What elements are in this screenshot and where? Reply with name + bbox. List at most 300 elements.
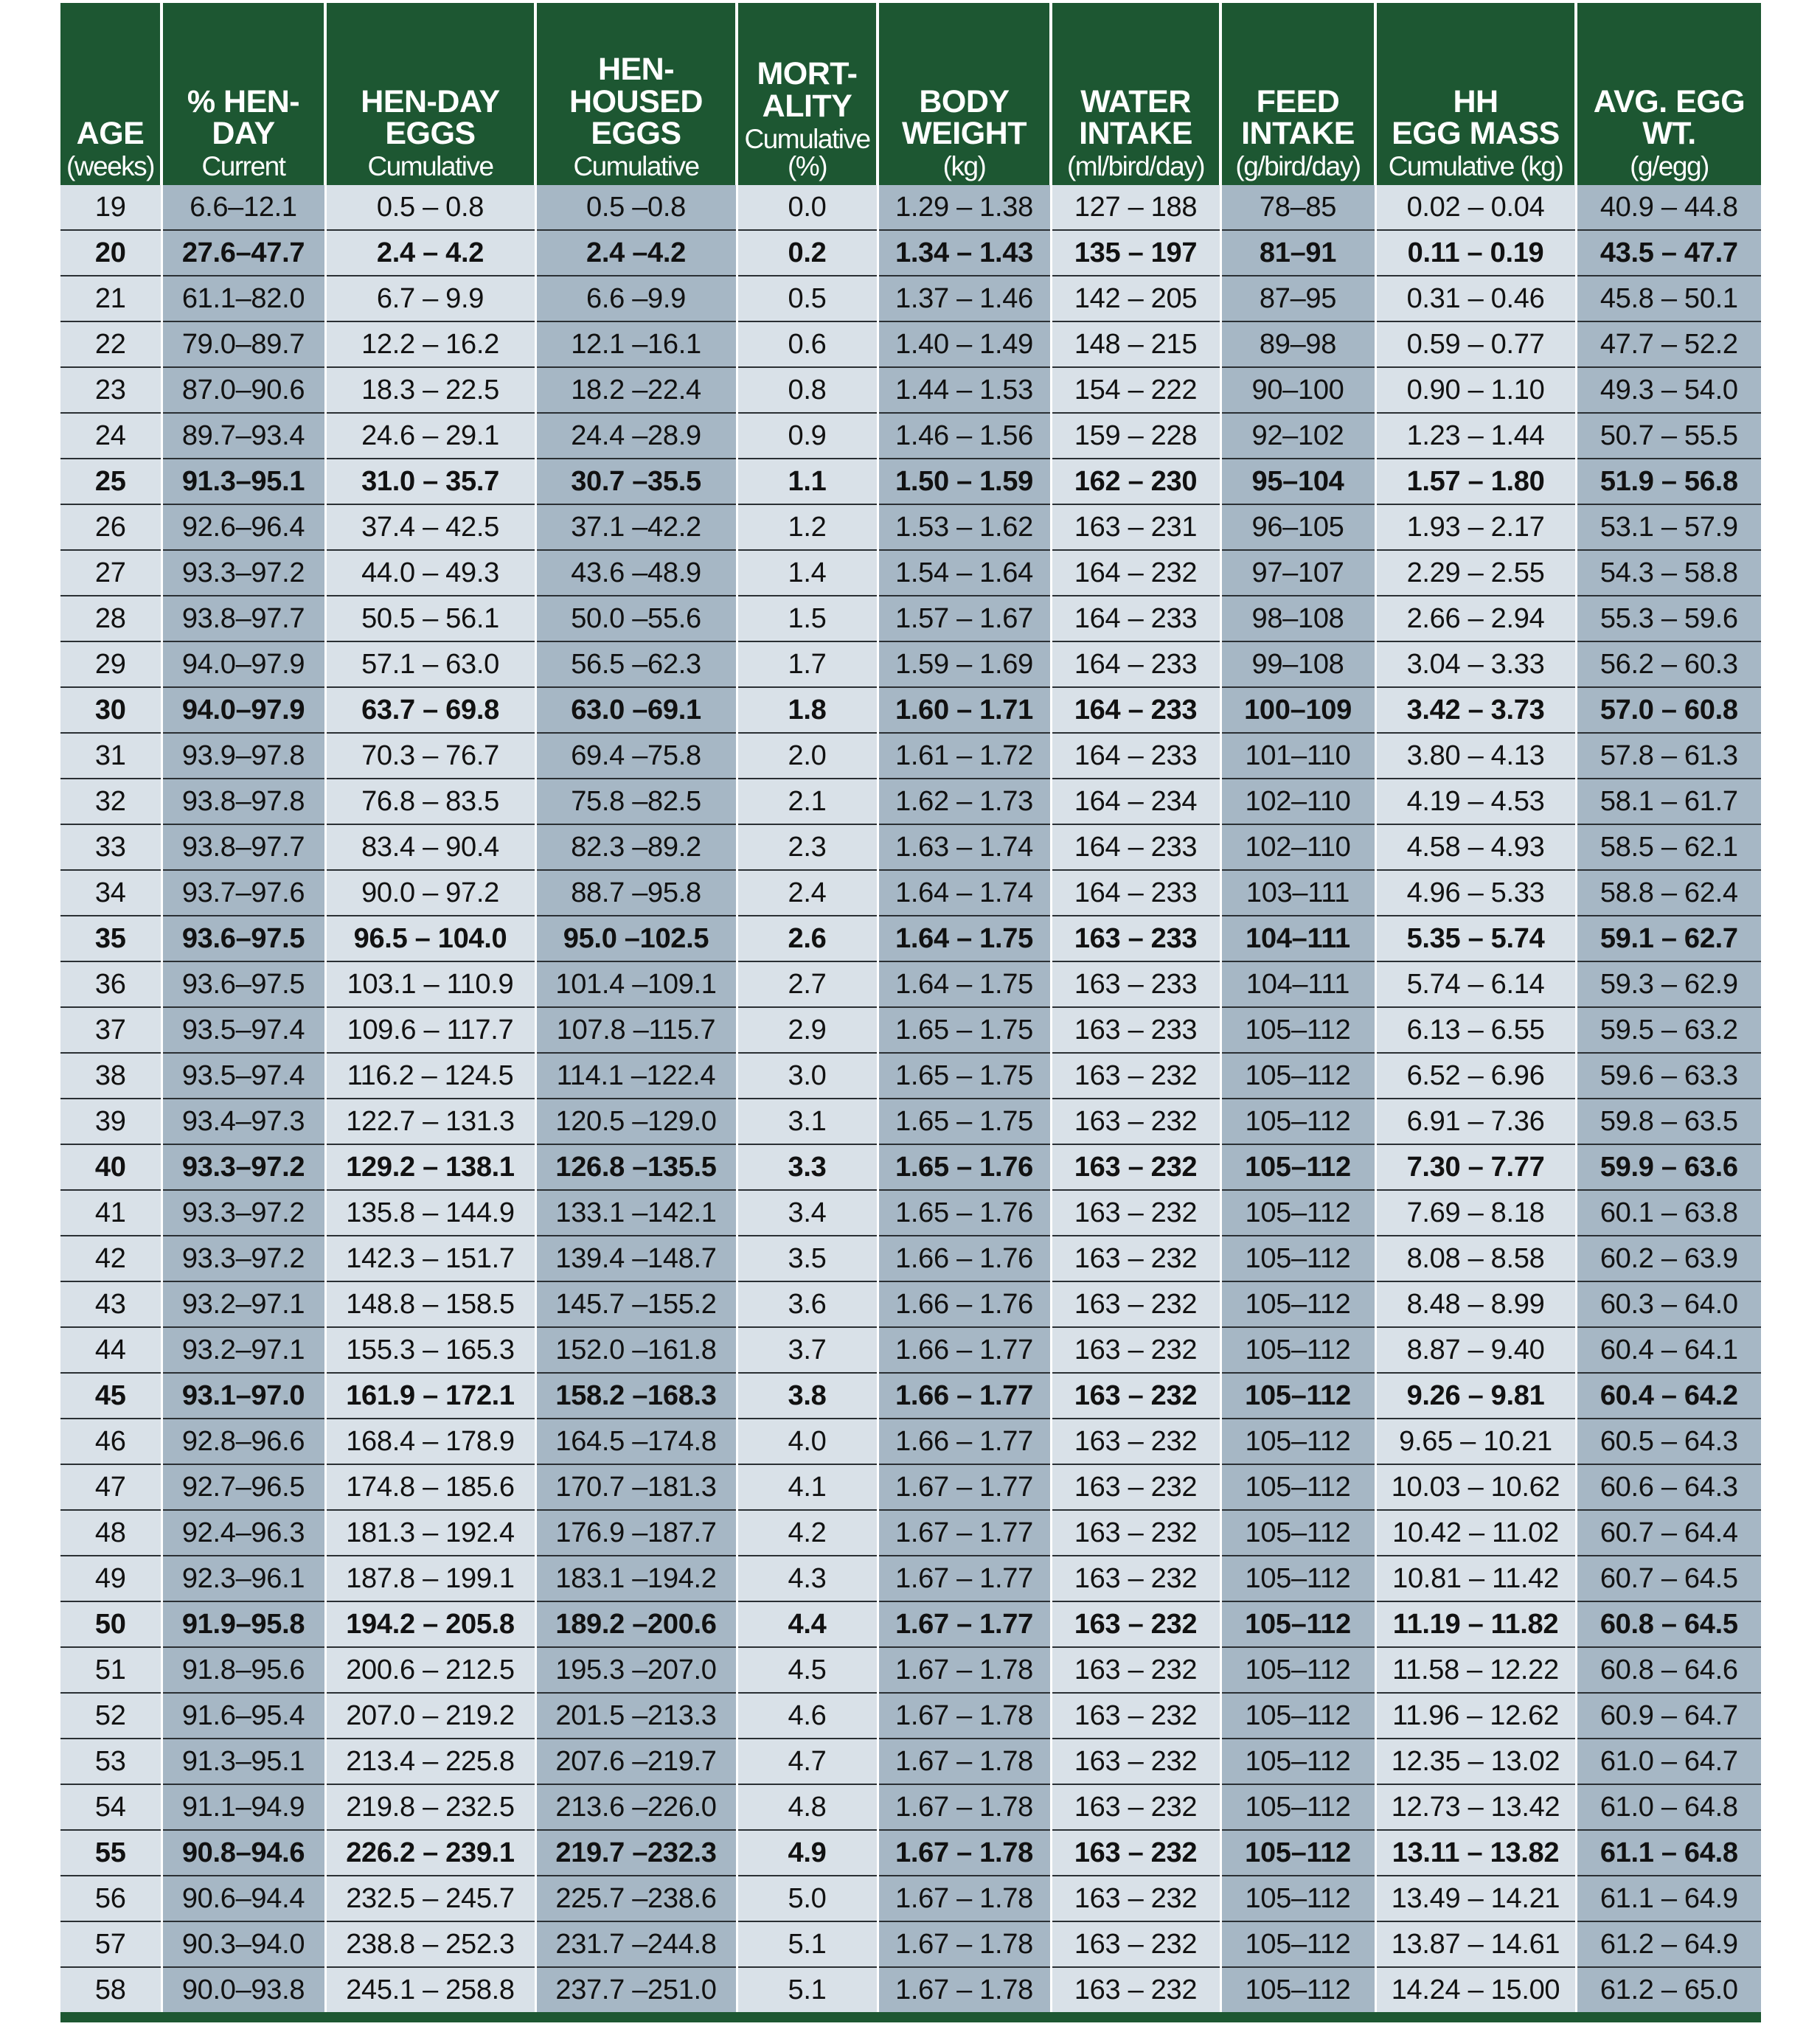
table-cell: 1.2 xyxy=(737,504,878,550)
table-cell: 4.0 xyxy=(737,1419,878,1464)
table-row xyxy=(60,779,1761,824)
table-cell: 4.8 xyxy=(737,1784,878,1830)
column-header xyxy=(1375,3,1576,185)
table-cell: 163 – 232 xyxy=(1051,1510,1220,1556)
table-cell: 1.57 – 1.67 xyxy=(878,596,1051,641)
table-cell: 105–112 xyxy=(1220,1693,1375,1739)
table-cell: 100–109 xyxy=(1220,687,1375,733)
table-cell: 238.8 – 252.3 xyxy=(325,1921,535,1967)
table-cell: 163 – 232 xyxy=(1051,1327,1220,1373)
table-row xyxy=(60,1007,1761,1053)
table-cell: 98–108 xyxy=(1220,596,1375,641)
table-row xyxy=(60,1327,1761,1373)
age-cell: 58 xyxy=(60,1967,161,2012)
table-bottom-bar xyxy=(60,2012,1761,2022)
table-cell: 2.6 xyxy=(737,916,878,961)
table-cell: 61.1 – 64.9 xyxy=(1576,1876,1761,1921)
column-header-unit: Current xyxy=(201,151,285,182)
table-cell: 105–112 xyxy=(1220,1053,1375,1099)
table-cell: 1.5 xyxy=(737,596,878,641)
table-row xyxy=(60,230,1761,276)
column-header-title: HH EGG MASS xyxy=(1392,83,1560,152)
table-cell: 11.58 – 12.22 xyxy=(1375,1647,1576,1693)
table-cell: 96.5 – 104.0 xyxy=(325,916,535,961)
table-cell: 60.2 – 63.9 xyxy=(1576,1236,1761,1281)
table-cell: 1.65 – 1.76 xyxy=(878,1190,1051,1236)
table-cell: 1.67 – 1.78 xyxy=(878,1876,1051,1921)
table-cell: 170.7 –181.3 xyxy=(535,1464,737,1510)
table-cell: 97–107 xyxy=(1220,550,1375,596)
table-cell: 2.3 xyxy=(737,824,878,870)
table-cell: 93.2–97.1 xyxy=(161,1281,325,1327)
age-cell: 46 xyxy=(60,1419,161,1464)
table-cell: 213.4 – 225.8 xyxy=(325,1739,535,1784)
column-header xyxy=(1051,3,1220,185)
table-cell: 135.8 – 144.9 xyxy=(325,1190,535,1236)
table-cell: 3.04 – 3.33 xyxy=(1375,641,1576,687)
table-cell: 207.0 – 219.2 xyxy=(325,1693,535,1739)
table-cell: 105–112 xyxy=(1220,1556,1375,1601)
table-cell: 90.0–93.8 xyxy=(161,1967,325,2012)
table-cell: 3.1 xyxy=(737,1099,878,1144)
age-cell: 31 xyxy=(60,733,161,779)
table-cell: 232.5 – 245.7 xyxy=(325,1876,535,1921)
age-cell: 32 xyxy=(60,779,161,824)
table-cell: 1.23 – 1.44 xyxy=(1375,413,1576,459)
table-cell: 155.3 – 165.3 xyxy=(325,1327,535,1373)
table-cell: 5.1 xyxy=(737,1921,878,1967)
table-cell: 105–112 xyxy=(1220,1190,1375,1236)
table-cell: 47.7 – 52.2 xyxy=(1576,321,1761,367)
table-cell: 0.90 – 1.10 xyxy=(1375,367,1576,413)
table-cell: 219.7 –232.3 xyxy=(535,1830,737,1876)
table-cell: 139.4 –148.7 xyxy=(535,1236,737,1281)
table-cell: 2.0 xyxy=(737,733,878,779)
table-cell: 122.7 – 131.3 xyxy=(325,1099,535,1144)
table-cell: 231.7 –244.8 xyxy=(535,1921,737,1967)
table-row xyxy=(60,1647,1761,1693)
table-cell: 1.40 – 1.49 xyxy=(878,321,1051,367)
column-header-title: % HEN- DAY xyxy=(187,83,300,152)
table-cell: 163 – 232 xyxy=(1051,1967,1220,2012)
table-cell: 60.8 – 64.6 xyxy=(1576,1647,1761,1693)
table-cell: 93.1–97.0 xyxy=(161,1373,325,1419)
table-cell: 1.67 – 1.78 xyxy=(878,1647,1051,1693)
table-cell: 1.44 – 1.53 xyxy=(878,367,1051,413)
table-cell: 163 – 233 xyxy=(1051,916,1220,961)
table-cell: 163 – 232 xyxy=(1051,1281,1220,1327)
table-cell: 92–102 xyxy=(1220,413,1375,459)
table-cell: 13.11 – 13.82 xyxy=(1375,1830,1576,1876)
table-row xyxy=(60,1921,1761,1967)
table-cell: 1.67 – 1.77 xyxy=(878,1510,1051,1556)
table-cell: 0.02 – 0.04 xyxy=(1375,185,1576,230)
table-cell: 1.65 – 1.75 xyxy=(878,1007,1051,1053)
table-cell: 168.4 – 178.9 xyxy=(325,1419,535,1464)
age-cell: 38 xyxy=(60,1053,161,1099)
table-cell: 93.3–97.2 xyxy=(161,1190,325,1236)
table-cell: 1.53 – 1.62 xyxy=(878,504,1051,550)
age-cell: 29 xyxy=(60,641,161,687)
column-header-unit: Cumulative xyxy=(367,151,493,182)
table-cell: 58.8 – 62.4 xyxy=(1576,870,1761,916)
table-cell: 1.46 – 1.56 xyxy=(878,413,1051,459)
table-cell: 1.37 – 1.46 xyxy=(878,276,1051,321)
table-cell: 82.3 –89.2 xyxy=(535,824,737,870)
table-cell: 45.8 – 50.1 xyxy=(1576,276,1761,321)
age-cell: 53 xyxy=(60,1739,161,1784)
table-cell: 93.3–97.2 xyxy=(161,550,325,596)
table-cell: 81–91 xyxy=(1220,230,1375,276)
table-cell: 163 – 232 xyxy=(1051,1693,1220,1739)
table-cell: 0.9 xyxy=(737,413,878,459)
table-cell: 1.64 – 1.75 xyxy=(878,916,1051,961)
table-cell: 61.2 – 65.0 xyxy=(1576,1967,1761,2012)
table-cell: 3.0 xyxy=(737,1053,878,1099)
table-cell: 135 – 197 xyxy=(1051,230,1220,276)
table-row xyxy=(60,276,1761,321)
table-cell: 0.31 – 0.46 xyxy=(1375,276,1576,321)
table-cell: 237.7 –251.0 xyxy=(535,1967,737,2012)
table-row xyxy=(60,733,1761,779)
table-cell: 55.3 – 59.6 xyxy=(1576,596,1761,641)
table-cell: 2.66 – 2.94 xyxy=(1375,596,1576,641)
table-cell: 164 – 233 xyxy=(1051,733,1220,779)
table-cell: 4.2 xyxy=(737,1510,878,1556)
table-row xyxy=(60,870,1761,916)
table-cell: 40.9 – 44.8 xyxy=(1576,185,1761,230)
table-cell: 105–112 xyxy=(1220,1647,1375,1693)
table-cell: 129.2 – 138.1 xyxy=(325,1144,535,1190)
table-cell: 90.3–94.0 xyxy=(161,1921,325,1967)
table-cell: 1.61 – 1.72 xyxy=(878,733,1051,779)
table-cell: 1.67 – 1.78 xyxy=(878,1830,1051,1876)
table-cell: 58.1 – 61.7 xyxy=(1576,779,1761,824)
table-cell: 163 – 232 xyxy=(1051,1556,1220,1601)
table-cell: 10.03 – 10.62 xyxy=(1375,1464,1576,1510)
table-cell: 90–100 xyxy=(1220,367,1375,413)
table-row xyxy=(60,687,1761,733)
table-cell: 201.5 –213.3 xyxy=(535,1693,737,1739)
table-cell: 90.8–94.6 xyxy=(161,1830,325,1876)
table-cell: 59.5 – 63.2 xyxy=(1576,1007,1761,1053)
table-cell: 1.66 – 1.76 xyxy=(878,1236,1051,1281)
column-header-unit: Cumulative xyxy=(573,151,699,182)
table-cell: 7.69 – 8.18 xyxy=(1375,1190,1576,1236)
table-row xyxy=(60,550,1761,596)
table-cell: 59.9 – 63.6 xyxy=(1576,1144,1761,1190)
age-cell: 56 xyxy=(60,1876,161,1921)
table-cell: 1.66 – 1.77 xyxy=(878,1419,1051,1464)
table-cell: 91.6–95.4 xyxy=(161,1693,325,1739)
table-row xyxy=(60,1967,1761,2012)
table-cell: 60.5 – 64.3 xyxy=(1576,1419,1761,1464)
table-cell: 105–112 xyxy=(1220,1327,1375,1373)
table-cell: 152.0 –161.8 xyxy=(535,1327,737,1373)
age-cell: 34 xyxy=(60,870,161,916)
table-cell: 61.1 – 64.8 xyxy=(1576,1830,1761,1876)
age-cell: 41 xyxy=(60,1190,161,1236)
table-cell: 61.1–82.0 xyxy=(161,276,325,321)
age-cell: 25 xyxy=(60,459,161,504)
age-cell: 51 xyxy=(60,1647,161,1693)
table-cell: 4.4 xyxy=(737,1601,878,1647)
table-cell: 109.6 – 117.7 xyxy=(325,1007,535,1053)
table-cell: 94.0–97.9 xyxy=(161,641,325,687)
table-cell: 0.6 xyxy=(737,321,878,367)
table-cell: 0.11 – 0.19 xyxy=(1375,230,1576,276)
table-cell: 105–112 xyxy=(1220,1739,1375,1784)
column-header xyxy=(737,3,878,185)
table-row xyxy=(60,1373,1761,1419)
table-cell: 60.7 – 64.4 xyxy=(1576,1510,1761,1556)
column-header-unit: (ml/bird/day) xyxy=(1066,151,1205,182)
column-header-unit: Cumulative (kg) xyxy=(1388,151,1563,182)
table-cell: 1.34 – 1.43 xyxy=(878,230,1051,276)
column-header-title: BODY WEIGHT xyxy=(902,83,1027,152)
table-cell: 6.13 – 6.55 xyxy=(1375,1007,1576,1053)
table-cell: 1.67 – 1.78 xyxy=(878,1739,1051,1784)
table-cell: 93.8–97.7 xyxy=(161,596,325,641)
table-cell: 174.8 – 185.6 xyxy=(325,1464,535,1510)
table-cell: 4.6 xyxy=(737,1693,878,1739)
table-cell: 213.6 –226.0 xyxy=(535,1784,737,1830)
table-cell: 30.7 –35.5 xyxy=(535,459,737,504)
table-cell: 163 – 232 xyxy=(1051,1190,1220,1236)
table-cell: 1.50 – 1.59 xyxy=(878,459,1051,504)
table-cell: 181.3 – 192.4 xyxy=(325,1510,535,1556)
age-cell: 57 xyxy=(60,1921,161,1967)
table-cell: 93.2–97.1 xyxy=(161,1327,325,1373)
table-cell: 200.6 – 212.5 xyxy=(325,1647,535,1693)
column-header xyxy=(535,3,737,185)
table-cell: 93.3–97.2 xyxy=(161,1236,325,1281)
table-cell: 59.6 – 63.3 xyxy=(1576,1053,1761,1099)
table-cell: 105–112 xyxy=(1220,1830,1375,1876)
table-cell: 127 – 188 xyxy=(1051,185,1220,230)
table-cell: 43.6 –48.9 xyxy=(535,550,737,596)
table-cell: 163 – 233 xyxy=(1051,1007,1220,1053)
table-cell: 163 – 232 xyxy=(1051,1373,1220,1419)
table-cell: 91.3–95.1 xyxy=(161,459,325,504)
table-cell: 6.6–12.1 xyxy=(161,185,325,230)
table-cell: 8.08 – 8.58 xyxy=(1375,1236,1576,1281)
table-row xyxy=(60,1784,1761,1830)
table-cell: 60.8 – 64.5 xyxy=(1576,1601,1761,1647)
table-row xyxy=(60,1236,1761,1281)
table-cell: 95.0 –102.5 xyxy=(535,916,737,961)
table-cell: 162 – 230 xyxy=(1051,459,1220,504)
table-cell: 57.8 – 61.3 xyxy=(1576,733,1761,779)
column-header-title: FEED INTAKE xyxy=(1241,83,1355,152)
table-cell: 91.1–94.9 xyxy=(161,1784,325,1830)
age-cell: 47 xyxy=(60,1464,161,1510)
column-header xyxy=(1220,3,1375,185)
table-cell: 59.1 – 62.7 xyxy=(1576,916,1761,961)
table-cell: 194.2 – 205.8 xyxy=(325,1601,535,1647)
table-cell: 96–105 xyxy=(1220,504,1375,550)
table-cell: 164 – 233 xyxy=(1051,870,1220,916)
table-cell: 104–111 xyxy=(1220,961,1375,1007)
table-cell: 4.7 xyxy=(737,1739,878,1784)
age-cell: 19 xyxy=(60,185,161,230)
table-cell: 8.87 – 9.40 xyxy=(1375,1327,1576,1373)
age-cell: 54 xyxy=(60,1784,161,1830)
table-cell: 4.96 – 5.33 xyxy=(1375,870,1576,916)
table-cell: 92.4–96.3 xyxy=(161,1510,325,1556)
table-cell: 133.1 –142.1 xyxy=(535,1190,737,1236)
table-cell: 78–85 xyxy=(1220,185,1375,230)
table-cell: 105–112 xyxy=(1220,1373,1375,1419)
table-cell: 0.5 –0.8 xyxy=(535,185,737,230)
table-cell: 69.4 –75.8 xyxy=(535,733,737,779)
table-cell: 1.65 – 1.76 xyxy=(878,1144,1051,1190)
table-cell: 116.2 – 124.5 xyxy=(325,1053,535,1099)
column-header xyxy=(161,3,325,185)
table-cell: 6.6 –9.9 xyxy=(535,276,737,321)
table-cell: 142.3 – 151.7 xyxy=(325,1236,535,1281)
column-header xyxy=(1576,3,1761,185)
table-row xyxy=(60,824,1761,870)
table-cell: 1.67 – 1.78 xyxy=(878,1784,1051,1830)
table-cell: 92.8–96.6 xyxy=(161,1419,325,1464)
table-cell: 1.63 – 1.74 xyxy=(878,824,1051,870)
age-cell: 33 xyxy=(60,824,161,870)
table-row xyxy=(60,1739,1761,1784)
table-cell: 245.1 – 258.8 xyxy=(325,1967,535,2012)
table-cell: 163 – 232 xyxy=(1051,1464,1220,1510)
table-cell: 142 – 205 xyxy=(1051,276,1220,321)
table-row xyxy=(60,1464,1761,1510)
table-cell: 11.96 – 12.62 xyxy=(1375,1693,1576,1739)
table-cell: 104–111 xyxy=(1220,916,1375,961)
table-cell: 94.0–97.9 xyxy=(161,687,325,733)
table-cell: 89–98 xyxy=(1220,321,1375,367)
table-cell: 195.3 –207.0 xyxy=(535,1647,737,1693)
table-row xyxy=(60,1693,1761,1739)
table-header-row xyxy=(60,3,1761,185)
age-cell: 55 xyxy=(60,1830,161,1876)
table-cell: 163 – 232 xyxy=(1051,1419,1220,1464)
table-cell: 93.7–97.6 xyxy=(161,870,325,916)
table-cell: 93.8–97.8 xyxy=(161,779,325,824)
age-cell: 30 xyxy=(60,687,161,733)
table-cell: 76.8 – 83.5 xyxy=(325,779,535,824)
table-cell: 13.49 – 14.21 xyxy=(1375,1876,1576,1921)
table-cell: 1.67 – 1.77 xyxy=(878,1464,1051,1510)
table-cell: 103.1 – 110.9 xyxy=(325,961,535,1007)
table-cell: 102–110 xyxy=(1220,824,1375,870)
age-cell: 21 xyxy=(60,276,161,321)
table-cell: 93.4–97.3 xyxy=(161,1099,325,1144)
table-cell: 3.6 xyxy=(737,1281,878,1327)
table-cell: 12.35 – 13.02 xyxy=(1375,1739,1576,1784)
age-cell: 27 xyxy=(60,550,161,596)
age-cell: 28 xyxy=(60,596,161,641)
age-cell: 37 xyxy=(60,1007,161,1053)
table-cell: 18.3 – 22.5 xyxy=(325,367,535,413)
column-header-title: HEN-DAY EGGS xyxy=(361,83,500,152)
table-cell: 24.4 –28.9 xyxy=(535,413,737,459)
age-cell: 40 xyxy=(60,1144,161,1190)
table-cell: 163 – 232 xyxy=(1051,1236,1220,1281)
table-cell: 105–112 xyxy=(1220,1784,1375,1830)
table-cell: 83.4 – 90.4 xyxy=(325,824,535,870)
table-cell: 51.9 – 56.8 xyxy=(1576,459,1761,504)
table-cell: 8.48 – 8.99 xyxy=(1375,1281,1576,1327)
table-cell: 187.8 – 199.1 xyxy=(325,1556,535,1601)
table-cell: 163 – 232 xyxy=(1051,1647,1220,1693)
table-cell: 3.4 xyxy=(737,1190,878,1236)
age-cell: 22 xyxy=(60,321,161,367)
table-row xyxy=(60,641,1761,687)
table-cell: 93.6–97.5 xyxy=(161,916,325,961)
age-cell: 49 xyxy=(60,1556,161,1601)
table-cell: 0.8 xyxy=(737,367,878,413)
table-cell: 60.4 – 64.2 xyxy=(1576,1373,1761,1419)
table-cell: 2.7 xyxy=(737,961,878,1007)
table-cell: 4.19 – 4.53 xyxy=(1375,779,1576,824)
age-cell: 26 xyxy=(60,504,161,550)
table-cell: 60.6 – 64.3 xyxy=(1576,1464,1761,1510)
table-cell: 164 – 233 xyxy=(1051,641,1220,687)
table-row xyxy=(60,1053,1761,1099)
table-cell: 79.0–89.7 xyxy=(161,321,325,367)
table-cell: 1.65 – 1.75 xyxy=(878,1053,1051,1099)
table-cell: 99–108 xyxy=(1220,641,1375,687)
table-cell: 1.8 xyxy=(737,687,878,733)
table-cell: 59.3 – 62.9 xyxy=(1576,961,1761,1007)
table-cell: 105–112 xyxy=(1220,1510,1375,1556)
table-cell: 163 – 231 xyxy=(1051,504,1220,550)
table-cell: 58.5 – 62.1 xyxy=(1576,824,1761,870)
column-header-title: MORT- ALITY xyxy=(757,55,858,124)
table-cell: 207.6 –219.7 xyxy=(535,1739,737,1784)
table-cell: 105–112 xyxy=(1220,1144,1375,1190)
table-cell: 1.93 – 2.17 xyxy=(1375,504,1576,550)
table-cell: 1.67 – 1.78 xyxy=(878,1921,1051,1967)
table-cell: 105–112 xyxy=(1220,1419,1375,1464)
table-cell: 63.0 –69.1 xyxy=(535,687,737,733)
table-cell: 89.7–93.4 xyxy=(161,413,325,459)
table-cell: 164 – 233 xyxy=(1051,596,1220,641)
table-cell: 105–112 xyxy=(1220,1921,1375,1967)
table-cell: 1.66 – 1.77 xyxy=(878,1327,1051,1373)
table-cell: 1.60 – 1.71 xyxy=(878,687,1051,733)
table-cell: 59.8 – 63.5 xyxy=(1576,1099,1761,1144)
table-cell: 60.1 – 63.8 xyxy=(1576,1190,1761,1236)
table-cell: 61.2 – 64.9 xyxy=(1576,1921,1761,1967)
age-cell: 43 xyxy=(60,1281,161,1327)
table-cell: 54.3 – 58.8 xyxy=(1576,550,1761,596)
table-cell: 2.29 – 2.55 xyxy=(1375,550,1576,596)
table-row xyxy=(60,1419,1761,1464)
table-cell: 2.4 xyxy=(737,870,878,916)
table-cell: 53.1 – 57.9 xyxy=(1576,504,1761,550)
table-cell: 105–112 xyxy=(1220,1099,1375,1144)
table-row xyxy=(60,1281,1761,1327)
table-cell: 93.6–97.5 xyxy=(161,961,325,1007)
table-cell: 105–112 xyxy=(1220,1967,1375,2012)
table-cell: 50.7 – 55.5 xyxy=(1576,413,1761,459)
table-row xyxy=(60,185,1761,230)
column-header-unit: (weeks) xyxy=(66,151,155,182)
table-cell: 4.9 xyxy=(737,1830,878,1876)
table-cell: 226.2 – 239.1 xyxy=(325,1830,535,1876)
table-row xyxy=(60,1190,1761,1236)
table-cell: 88.7 –95.8 xyxy=(535,870,737,916)
table-cell: 87–95 xyxy=(1220,276,1375,321)
